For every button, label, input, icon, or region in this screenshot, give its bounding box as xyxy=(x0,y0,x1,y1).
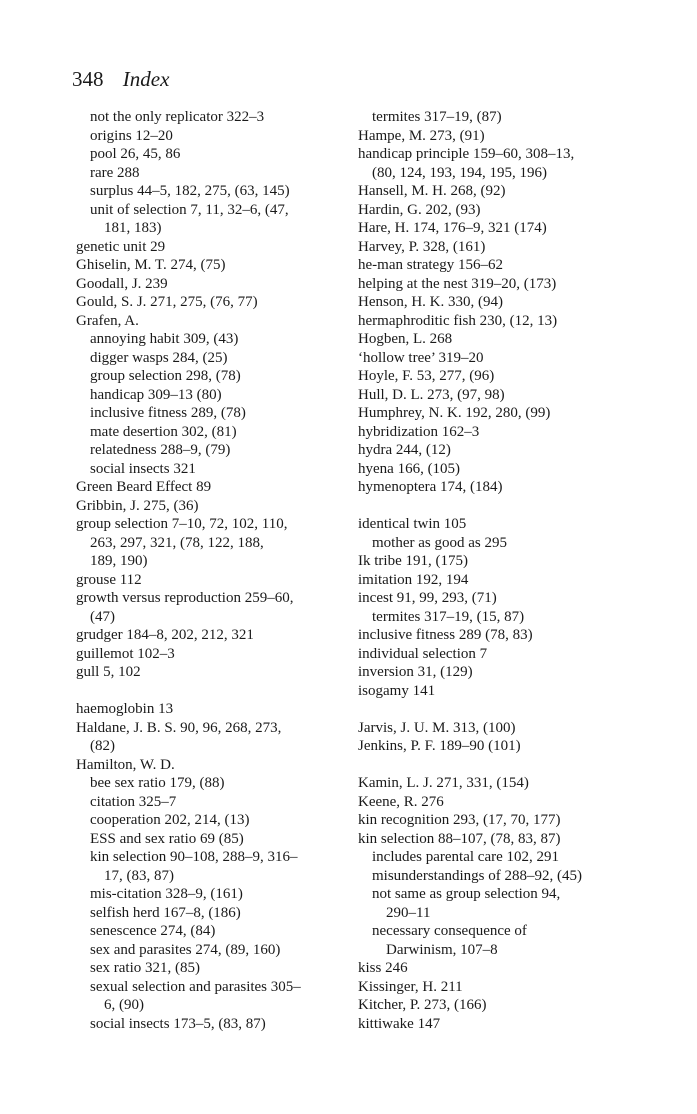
page-number: 348 xyxy=(72,67,104,91)
entry-line: kin recognition 293, (17, 70, 177) xyxy=(358,812,561,828)
index-subentry xyxy=(76,793,338,812)
index-subentry xyxy=(76,182,338,201)
entry-line: digger wasps 284, (25) xyxy=(90,349,228,366)
index-subentry xyxy=(76,848,338,885)
index-entry xyxy=(358,719,628,738)
entry-line: isogamy 141 xyxy=(358,682,436,699)
index-entry xyxy=(358,256,628,275)
entry-continuation-line: 17, (83, 87) xyxy=(104,867,174,884)
index-entry xyxy=(76,626,338,645)
entry-line: kittiwake 147 xyxy=(358,1015,441,1032)
entry-line: grouse 112 xyxy=(76,571,142,588)
index-entry xyxy=(358,145,628,182)
index-subentry xyxy=(358,922,628,941)
letter-group-gap xyxy=(358,497,628,516)
index-subentry xyxy=(76,959,338,978)
entry-continuation-line: (47) xyxy=(90,608,115,625)
entry-line: Keene, R. 276 xyxy=(358,793,444,810)
entry-line: unit of selection 7, 11, 32–6, (47, xyxy=(90,201,289,218)
index-entry xyxy=(358,663,628,682)
index-entry xyxy=(358,201,628,220)
entry-line: inclusive fitness 289 (78, 83) xyxy=(358,627,533,643)
index-subentry xyxy=(76,201,338,238)
index-entry xyxy=(358,682,628,701)
entry-line: handicap principle 159–60, 308–13, xyxy=(358,146,575,162)
entry-line: identical twin 105 xyxy=(358,516,467,532)
index-entry xyxy=(358,515,628,534)
entry-line: hybridization 162–3 xyxy=(358,423,480,440)
index-entry xyxy=(76,719,338,756)
index-subentry xyxy=(76,404,338,423)
entry-continuation-line: 181, 183) xyxy=(104,220,162,236)
entry-line: Hampe, M. 273, (91) xyxy=(358,127,485,144)
entry-line: relatedness 288–9, (79) xyxy=(90,442,231,458)
index-subentry xyxy=(76,460,338,479)
index-entry xyxy=(358,460,628,479)
entry-line: Jarvis, J. U. M. 313, (100) xyxy=(358,719,516,736)
entry-line: Kamin, L. J. 271, 331, (154) xyxy=(358,775,529,791)
entry-line: pool 26, 45, 86 xyxy=(90,146,181,162)
entry-line: incest 91, 99, 293, (71) xyxy=(358,590,497,606)
index-subentry xyxy=(76,978,338,1015)
index-subentry xyxy=(76,922,338,941)
entry-line: hydra 244, (12) xyxy=(358,442,451,458)
index-subentry xyxy=(358,867,628,886)
entry-line: origins 12–20 xyxy=(90,127,173,144)
entry-line: Darwinism, 107–8 xyxy=(386,941,498,958)
index-entry xyxy=(76,312,338,331)
entry-line: sex and parasites 274, (89, 160) xyxy=(90,941,281,958)
entry-line: kiss 246 xyxy=(358,960,408,976)
entry-line: Hoyle, F. 53, 277, (96) xyxy=(358,368,495,384)
index-entry xyxy=(358,626,628,645)
index-entry xyxy=(358,441,628,460)
entry-line: Gribbin, J. 275, (36) xyxy=(76,497,199,514)
index-entry xyxy=(76,645,338,664)
index-entry xyxy=(358,478,628,497)
entry-line: selfish herd 167–8, (186) xyxy=(90,904,241,921)
entry-line: grudger 184–8, 202, 212, 321 xyxy=(76,627,254,643)
index-subentry xyxy=(76,441,338,460)
index-subentry xyxy=(76,830,338,849)
entry-line: Kitcher, P. 273, (166) xyxy=(358,997,487,1013)
entry-line: kin selection 90–108, 288–9, 316– xyxy=(90,849,298,865)
entry-line: Humphrey, N. K. 192, 280, (99) xyxy=(358,405,551,421)
entry-line: inversion 31, (129) xyxy=(358,664,473,680)
entry-line: annoying habit 309, (43) xyxy=(90,331,239,347)
index-entry xyxy=(358,1015,628,1034)
entry-continuation-line: 290–11 xyxy=(386,904,431,921)
index-column-left xyxy=(76,108,338,1033)
entry-continuation-line: (82) xyxy=(90,738,115,754)
entry-line: inclusive fitness 289, (78) xyxy=(90,405,246,421)
index-subentry xyxy=(76,386,338,405)
entry-line: group selection 298, (78) xyxy=(90,368,241,384)
running-title: Index xyxy=(122,67,170,91)
index-subentry xyxy=(358,108,628,127)
index-entry xyxy=(358,996,628,1015)
index-subentry xyxy=(76,330,338,349)
entry-line: necessary consequence of xyxy=(372,923,527,939)
index-entry xyxy=(76,238,338,257)
entry-line: social insects 173–5, (83, 87) xyxy=(90,1015,266,1032)
entry-line: Gould, S. J. 271, 275, (76, 77) xyxy=(76,294,258,310)
index-entry xyxy=(76,293,338,312)
index-subentry xyxy=(76,145,338,164)
entry-line: genetic unit 29 xyxy=(76,238,166,255)
entry-line: not the only replicator 322–3 xyxy=(90,109,265,125)
index-entry xyxy=(76,256,338,275)
entry-continuation-line: 189, 190) xyxy=(90,553,148,569)
entry-line: bee sex ratio 179, (88) xyxy=(90,775,225,791)
index-entry xyxy=(76,497,338,516)
index-entry xyxy=(358,959,628,978)
entry-line: mother as good as 295 xyxy=(372,534,507,551)
index-entry xyxy=(358,423,628,442)
index-entry xyxy=(358,182,628,201)
entry-line: Ik tribe 191, (175) xyxy=(358,553,468,569)
entry-line: gull 5, 102 xyxy=(76,664,141,680)
index-entry xyxy=(358,238,628,257)
index-entry xyxy=(358,645,628,664)
entry-line: senescence 274, (84) xyxy=(90,923,216,939)
entry-line: includes parental care 102, 291 xyxy=(372,849,560,865)
entry-line: ‘hollow tree’ 319–20 xyxy=(358,349,484,366)
index-entry xyxy=(358,793,628,812)
entry-line: group selection 7–10, 72, 102, 110, xyxy=(76,516,288,532)
entry-line: citation 325–7 xyxy=(90,793,177,810)
letter-group-gap xyxy=(358,756,628,775)
entry-line: ESS and sex ratio 69 (85) xyxy=(90,830,244,847)
entry-line: Kissinger, H. 211 xyxy=(358,978,463,995)
index-entry xyxy=(358,774,628,793)
entry-line: termites 317–19, (87) xyxy=(372,109,502,125)
entry-line: Ghiselin, M. T. 274, (75) xyxy=(76,257,226,273)
entry-continuation-line: 263, 297, 321, (78, 122, 188, xyxy=(90,534,264,551)
index-column-right xyxy=(358,108,628,1033)
index-entry xyxy=(76,571,338,590)
entry-line: hyena 166, (105) xyxy=(358,460,461,477)
index-subentry xyxy=(76,885,338,904)
entry-line: rare 288 xyxy=(90,164,140,181)
index-subentry xyxy=(76,367,338,386)
letter-group-gap xyxy=(358,700,628,719)
index-subentry xyxy=(76,349,338,368)
entry-line: Grafen, A. xyxy=(76,312,139,329)
entry-line: Henson, H. K. 330, (94) xyxy=(358,294,503,310)
entry-line: guillemot 102–3 xyxy=(76,645,175,662)
index-entry xyxy=(358,312,628,331)
index-subentry xyxy=(358,608,628,627)
index-subentry xyxy=(358,534,628,553)
entry-line: surplus 44–5, 182, 275, (63, 145) xyxy=(90,183,290,199)
entry-line: hermaphroditic fish 230, (12, 13) xyxy=(358,312,558,329)
entry-line: social insects 321 xyxy=(90,460,196,477)
index-entry xyxy=(358,127,628,146)
index-entry xyxy=(358,589,628,608)
index-entry xyxy=(358,330,628,349)
entry-line: Haldane, J. B. S. 90, 96, 268, 273, xyxy=(76,719,282,736)
index-entry xyxy=(358,293,628,312)
entry-line: Hansell, M. H. 268, (92) xyxy=(358,183,506,199)
entry-continuation-line: (80, 124, 193, 194, 195, 196) xyxy=(372,164,547,181)
index-subentry xyxy=(358,885,628,922)
index-subentry xyxy=(76,108,338,127)
index-entry xyxy=(358,571,628,590)
entry-line: growth versus reproduction 259–60, xyxy=(76,590,294,606)
index-subentry xyxy=(76,1015,338,1034)
index-subentry xyxy=(76,941,338,960)
entry-line: Harvey, P. 328, (161) xyxy=(358,238,486,255)
index-entry xyxy=(358,978,628,997)
index-entry xyxy=(358,404,628,423)
index-subentry xyxy=(76,774,338,793)
index-entry xyxy=(358,552,628,571)
entry-line: kin selection 88–107, (78, 83, 87) xyxy=(358,830,561,847)
entry-line: helping at the nest 319–20, (173) xyxy=(358,275,557,292)
index-entry xyxy=(76,478,338,497)
entry-line: imitation 192, 194 xyxy=(358,571,469,588)
index-subentry xyxy=(358,848,628,867)
entry-line: Hamilton, W. D. xyxy=(76,756,175,773)
entry-line: mate desertion 302, (81) xyxy=(90,423,237,440)
index-entry xyxy=(358,219,628,238)
index-entry xyxy=(358,830,628,849)
index-entry xyxy=(76,589,338,626)
entry-line: mis-citation 328–9, (161) xyxy=(90,886,243,902)
index-entry xyxy=(358,737,628,756)
index-entry xyxy=(76,700,338,719)
entry-line: handicap 309–13 (80) xyxy=(90,386,222,403)
entry-line: Hogben, L. 268 xyxy=(358,331,453,347)
index-entry xyxy=(358,349,628,368)
entry-continuation-line: 6, (90) xyxy=(104,997,144,1013)
entry-line: misunderstandings of 288–92, (45) xyxy=(372,867,582,884)
index-entry xyxy=(76,515,338,571)
entry-line: termites 317–19, (15, 87) xyxy=(372,608,525,625)
entry-line: Hull, D. L. 273, (97, 98) xyxy=(358,386,505,403)
entry-line: haemoglobin 13 xyxy=(76,701,174,717)
entry-line: Green Beard Effect 89 xyxy=(76,479,212,495)
entry-line: cooperation 202, 214, (13) xyxy=(90,812,250,828)
index-subentry xyxy=(76,164,338,183)
index-entry xyxy=(76,663,338,682)
page-header xyxy=(72,66,169,92)
entry-line: hymenoptera 174, (184) xyxy=(358,479,503,495)
index-subentry xyxy=(76,811,338,830)
index-entry xyxy=(76,756,338,775)
index-subentry xyxy=(76,904,338,923)
index-subentry xyxy=(76,127,338,146)
index-subentry xyxy=(76,423,338,442)
index-subentry xyxy=(358,941,628,960)
index-entry xyxy=(358,811,628,830)
entry-line: Hardin, G. 202, (93) xyxy=(358,201,481,218)
entry-line: sexual selection and parasites 305– xyxy=(90,978,301,995)
entry-line: not same as group selection 94, xyxy=(372,886,561,902)
letter-group-gap xyxy=(76,682,338,701)
index-entry xyxy=(358,386,628,405)
index-entry xyxy=(76,275,338,294)
entry-line: individual selection 7 xyxy=(358,645,488,662)
index-entry xyxy=(358,367,628,386)
entry-line: Jenkins, P. F. 189–90 (101) xyxy=(358,738,521,754)
entry-line: sex ratio 321, (85) xyxy=(90,960,200,976)
index-entry xyxy=(358,275,628,294)
entry-line: Hare, H. 174, 176–9, 321 (174) xyxy=(358,220,547,236)
entry-line: Goodall, J. 239 xyxy=(76,275,168,292)
entry-line: he-man strategy 156–62 xyxy=(358,257,503,273)
